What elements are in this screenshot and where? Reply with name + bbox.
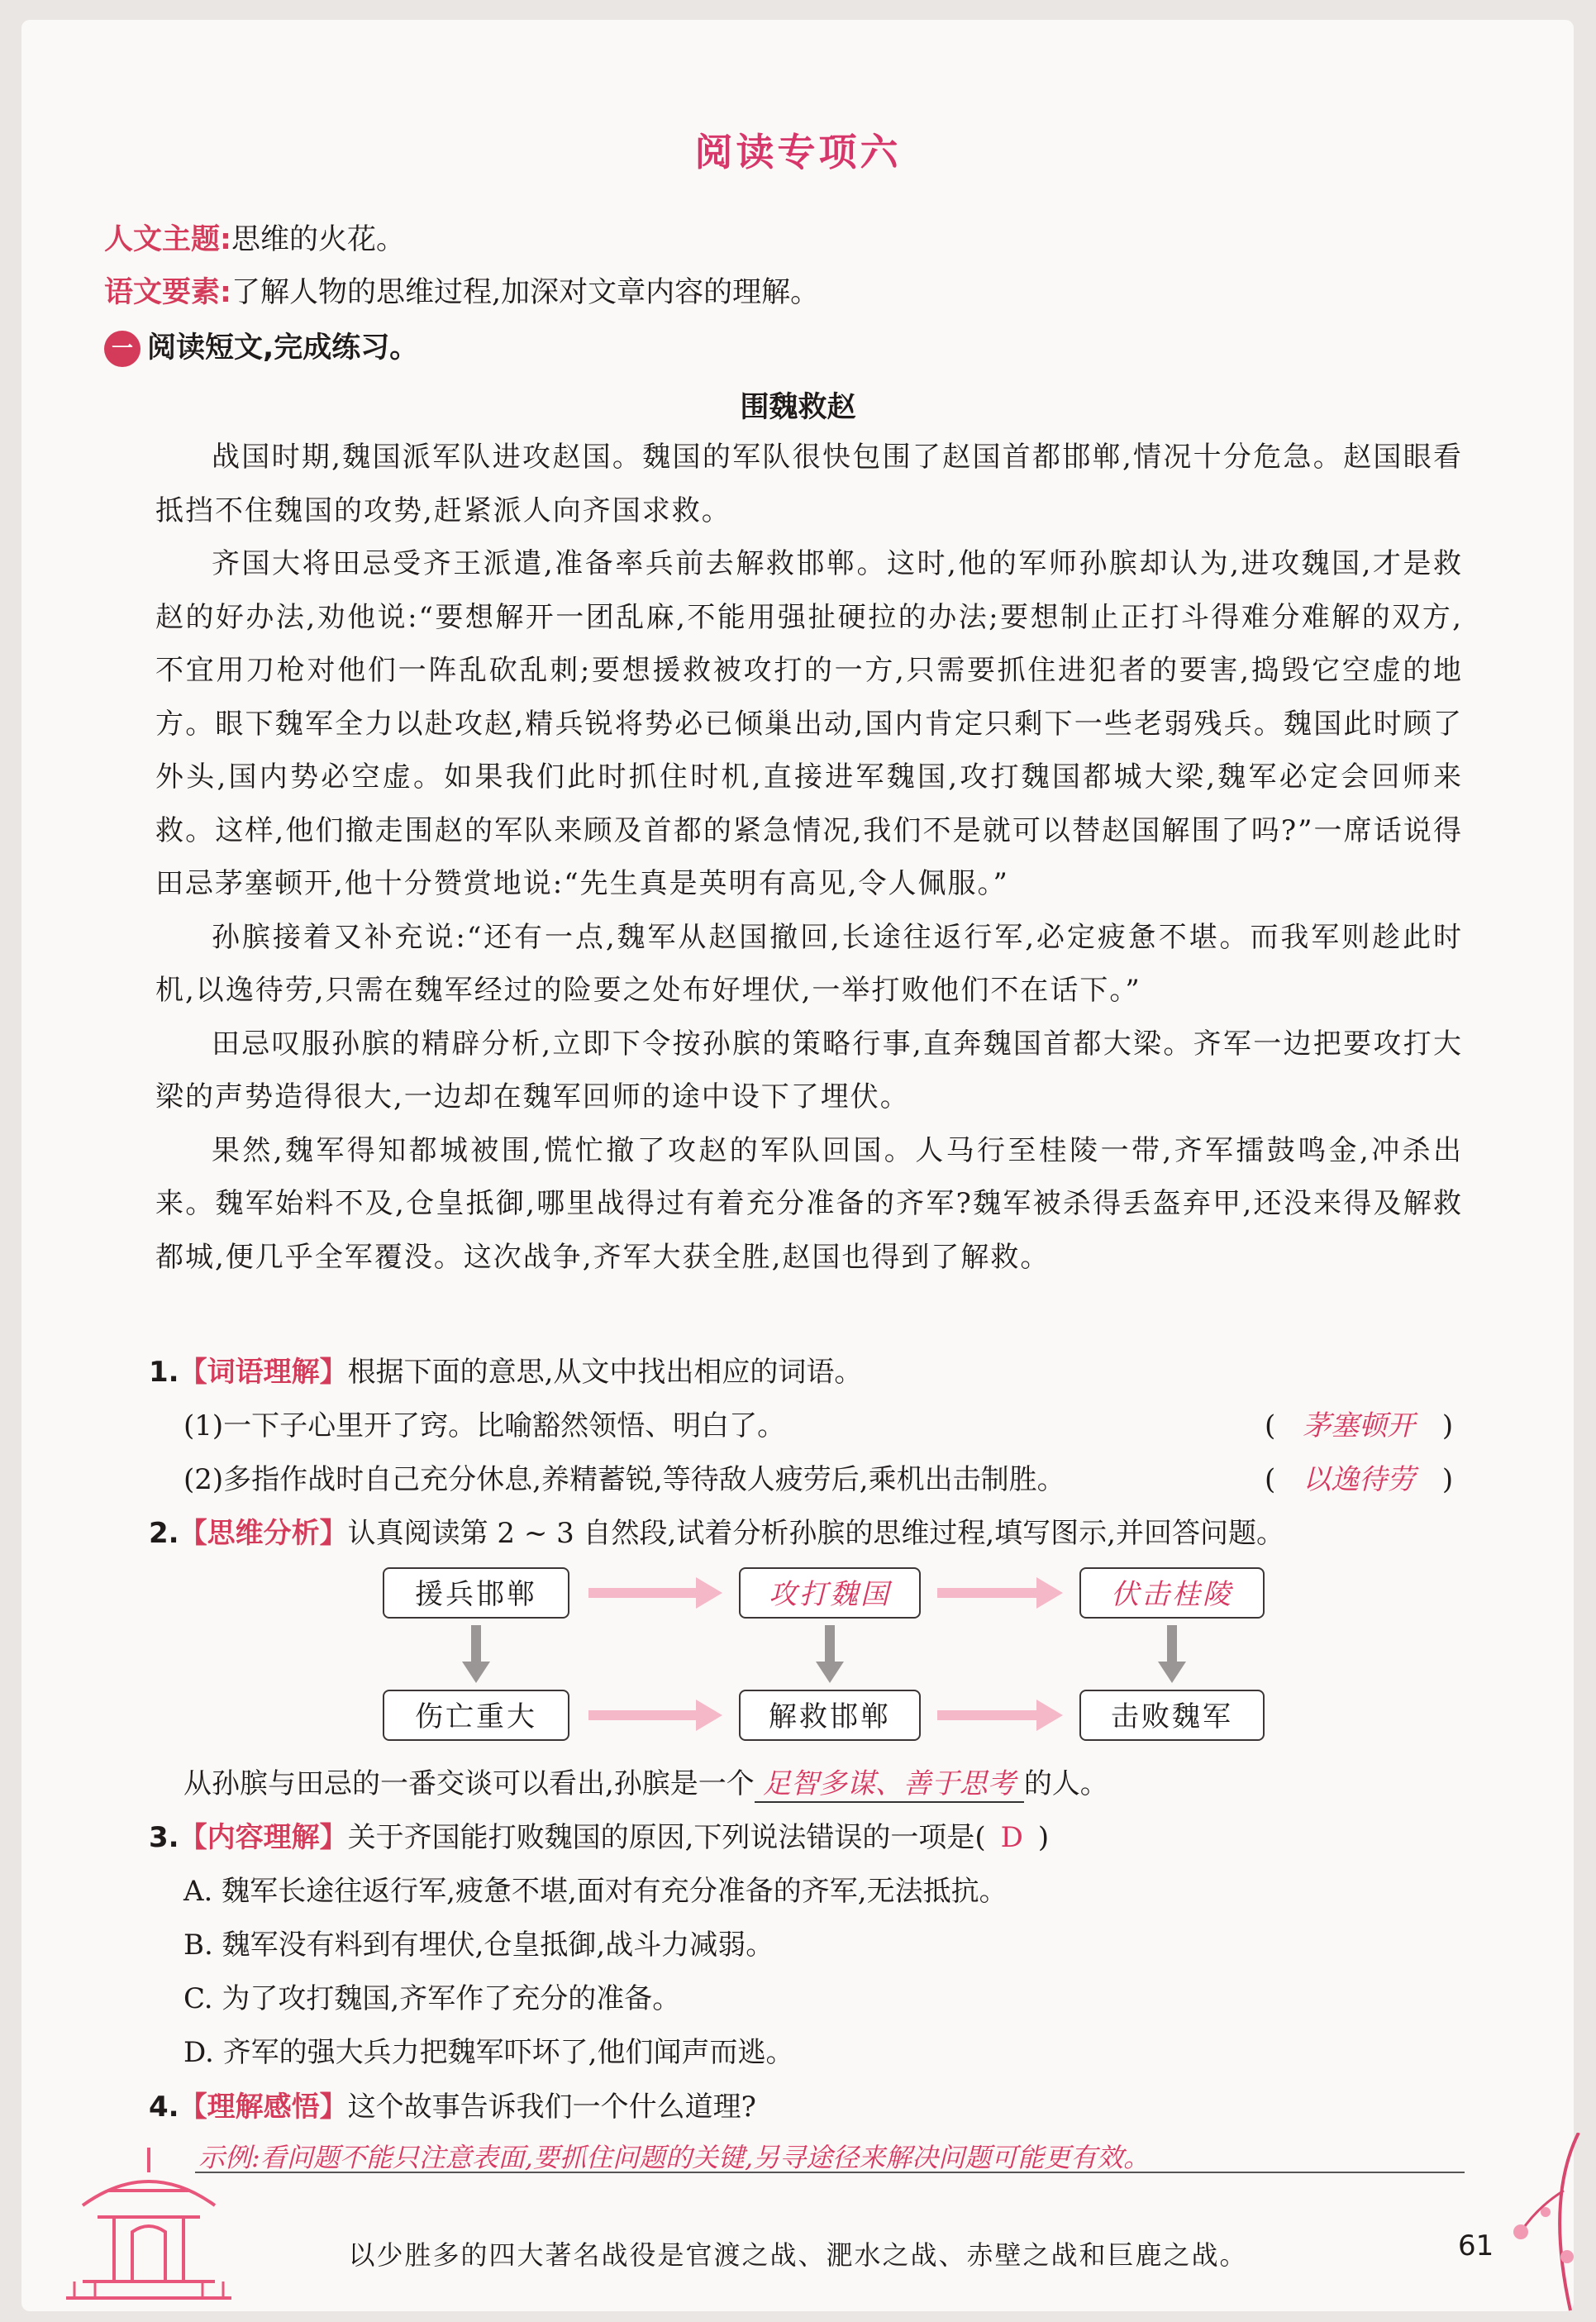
question-number: 4. bbox=[149, 2091, 179, 2124]
question-text: 关于齐国能打败魏国的原因,下列说法错误的一项是( bbox=[347, 1821, 986, 1854]
element-label: 语文要素 bbox=[104, 276, 221, 309]
question-text: 根据下面的意思,从文中找出相应的词语。 bbox=[347, 1356, 863, 1389]
q1-answer-2: 以逸待劳 bbox=[1303, 1463, 1416, 1496]
page-title: 阅读专项六 bbox=[694, 130, 902, 174]
question-3 bbox=[149, 1814, 1049, 1855]
question-text: 认真阅读第 2 ~ 3 自然段,试着分析孙膑的思维过程,填写图示,并回答问题。 bbox=[347, 1517, 1284, 1550]
q3-option-d: D. 齐军的强大兵力把魏军吓坏了,他们闻声而逃。 bbox=[183, 2036, 794, 2069]
flow-node-top-2: 攻打魏国 bbox=[739, 1567, 921, 1619]
section-badge: 一 bbox=[104, 331, 141, 367]
element-value: 了解人物的思维过程,加深对文章内容的理解。 bbox=[231, 276, 820, 309]
flow-node-bottom-2: 解救邯郸 bbox=[739, 1690, 921, 1741]
q2-conclusion-suffix: 的人。 bbox=[1023, 1767, 1108, 1800]
q1-item-1-answer-box bbox=[1265, 1403, 1471, 1443]
flow-arrow-down bbox=[1160, 1625, 1184, 1683]
q4-answer-line bbox=[195, 2172, 1465, 2173]
story-paragraph: 孙膑接着又补充说:“还有一点,魏军从赵国撤回,长途往返行军,必定疲惫不堪。而我军则趁此时机,以逸待劳,只需在魏军经过的险要之处布好埋伏,一举打败他们不在话下。” bbox=[155, 920, 1463, 1007]
question-number: 1. bbox=[149, 1356, 179, 1389]
q3-close-paren: ) bbox=[1037, 1821, 1050, 1854]
flow-arrow-right bbox=[937, 1706, 1063, 1724]
q1-item-2 bbox=[183, 1457, 1065, 1497]
story-title: 围魏救赵 bbox=[740, 391, 856, 424]
theme-line: 人文主题:思维的火花。 bbox=[104, 223, 406, 256]
footer-note: 以少胜多的四大著名战役是官渡之战、淝水之战、赤壁之战和巨鹿之战。 bbox=[348, 2239, 1248, 2271]
q1-item-text: (2)多指作战时自己充分休息,养精蓄锐,等待敌人疲劳后,乘机出击制胜。 bbox=[183, 1463, 1065, 1496]
flow-node-bottom-3: 击败魏军 bbox=[1079, 1690, 1265, 1741]
flow-arrow-right bbox=[937, 1584, 1063, 1602]
question-number: 3. bbox=[149, 1821, 179, 1854]
q4-answer: 示例:看问题不能只注意表面,要抓住问题的关键,另寻途径来解决问题可能更有效。 bbox=[198, 2142, 1151, 2173]
question-1 bbox=[149, 1349, 862, 1390]
q1-item-2-answer-box bbox=[1265, 1457, 1471, 1497]
flow-node-top-1: 援兵邯郸 bbox=[383, 1567, 569, 1619]
story-paragraph: 战国时期,魏国派军队进攻赵国。魏国的军队很快包围了赵国首都邯郸,情况十分危急。赵国眼看抵挡不住魏国的攻势,赶紧派人向齐国求救。 bbox=[155, 441, 1463, 527]
page-number: 61 bbox=[1458, 2229, 1494, 2262]
paren-open: ( bbox=[1265, 1463, 1276, 1496]
story-paragraph: 齐国大将田忌受齐王派遣,准备率兵前去解救邯郸。这时,他的军师孙膑却认为,进攻魏国,才是救赵的好办法,劝他说:“要想解开一团乱麻,不能用强扯硬拉的办法;要想制止正打斗得难分难解的双方,不宜用刀枪对他们一阵乱砍乱刺;要想援救被攻打的一方,只需要抓住进犯者的要害,捣毁它空虚的地方。眼下魏军全力以赴攻赵,精兵锐将势必已倾巢出动,国内肯定只剩下一些老弱残兵。魏国此时顾了外头,国内势必空虚。如果我们此时抓住时机,直接进军魏国,攻打魏国都城大梁,魏军必定会回师来救。这样,他们撤走围赵的军队来顾及首都的紧急情况,我们不是就可以替赵国解围了吗?”一席话说得田忌茅塞顿开,他十分赞赏地说:“先生真是英明有高见,令人佩服。” bbox=[155, 547, 1463, 900]
question-tag: 【理解感悟】 bbox=[179, 2091, 348, 2124]
q3-option-a: A. 魏军长途往返行军,疲惫不堪,面对有充分准备的齐军,无法抵抗。 bbox=[183, 1875, 1008, 1908]
paren-close: ) bbox=[1441, 1463, 1454, 1496]
question-number: 2. bbox=[149, 1517, 179, 1550]
q3-option-c: C. 为了攻打魏国,齐军作了充分的准备。 bbox=[183, 1982, 681, 2015]
story-paragraph: 果然,魏军得知都城被围,慌忙撤了攻赵的军队回国。人马行至桂陵一带,齐军擂鼓鸣金,冲杀出来。魏军始料不及,仓皇抵御,哪里战得过有着充分准备的齐军?魏军被杀得丢盔弃甲,还没来得及解救都城,便几乎全军覆没。这次战争,齐军大获全胜,赵国也得到了解救。 bbox=[155, 1133, 1463, 1274]
flow-arrow-down bbox=[817, 1625, 842, 1683]
q2-conclusion-prefix: 从孙膑与田忌的一番交谈可以看出,孙膑是一个 bbox=[183, 1767, 755, 1800]
q2-conclusion bbox=[183, 1761, 1108, 1803]
q1-item-text: (1)一下子心里开了窍。比喻豁然领悟、明白了。 bbox=[183, 1409, 786, 1442]
element-line: 语文要素:了解人物的思维过程,加深对文章内容的理解。 bbox=[104, 276, 820, 309]
paren-open: ( bbox=[1265, 1409, 1276, 1442]
theme-label: 人文主题 bbox=[104, 223, 221, 256]
flow-node-top-3: 伏击桂陵 bbox=[1079, 1567, 1265, 1619]
blossom-branch-illustration bbox=[1488, 2133, 1587, 2315]
flow-arrow-right bbox=[588, 1584, 722, 1602]
question-2 bbox=[149, 1510, 1284, 1551]
question-tag: 【思维分析】 bbox=[179, 1517, 348, 1550]
q1-item-1 bbox=[183, 1403, 785, 1443]
flow-arrow-right bbox=[588, 1706, 722, 1724]
question-tag: 【内容理解】 bbox=[179, 1821, 348, 1854]
story-body bbox=[155, 431, 1463, 1284]
question-4 bbox=[149, 2084, 756, 2124]
paren-close: ) bbox=[1441, 1409, 1454, 1442]
section-title: 阅读短文,完成练习。 bbox=[147, 331, 419, 365]
flow-arrow-down bbox=[464, 1625, 488, 1683]
q3-option-b: B. 魏军没有料到有埋伏,仓皇抵御,战斗力减弱。 bbox=[183, 1929, 774, 1962]
question-tag: 【词语理解】 bbox=[179, 1356, 348, 1389]
story-paragraph: 田忌叹服孙膑的精辟分析,立即下令按孙膑的策略行事,直奔魏国首都大梁。齐军一边把要攻打大梁的声势造得很大,一边却在魏军回师的途中设下了埋伏。 bbox=[155, 1027, 1463, 1113]
flow-node-bottom-1: 伤亡重大 bbox=[383, 1690, 569, 1741]
section-heading bbox=[104, 325, 418, 367]
q3-answer: D bbox=[1000, 1821, 1023, 1854]
q2-conclusion-answer: 足智多谋、善于思考 bbox=[755, 1761, 1024, 1803]
question-text: 这个故事告诉我们一个什么道理? bbox=[347, 2091, 756, 2124]
theme-value: 思维的火花。 bbox=[231, 223, 406, 256]
q1-answer-1: 茅塞顿开 bbox=[1303, 1409, 1416, 1442]
